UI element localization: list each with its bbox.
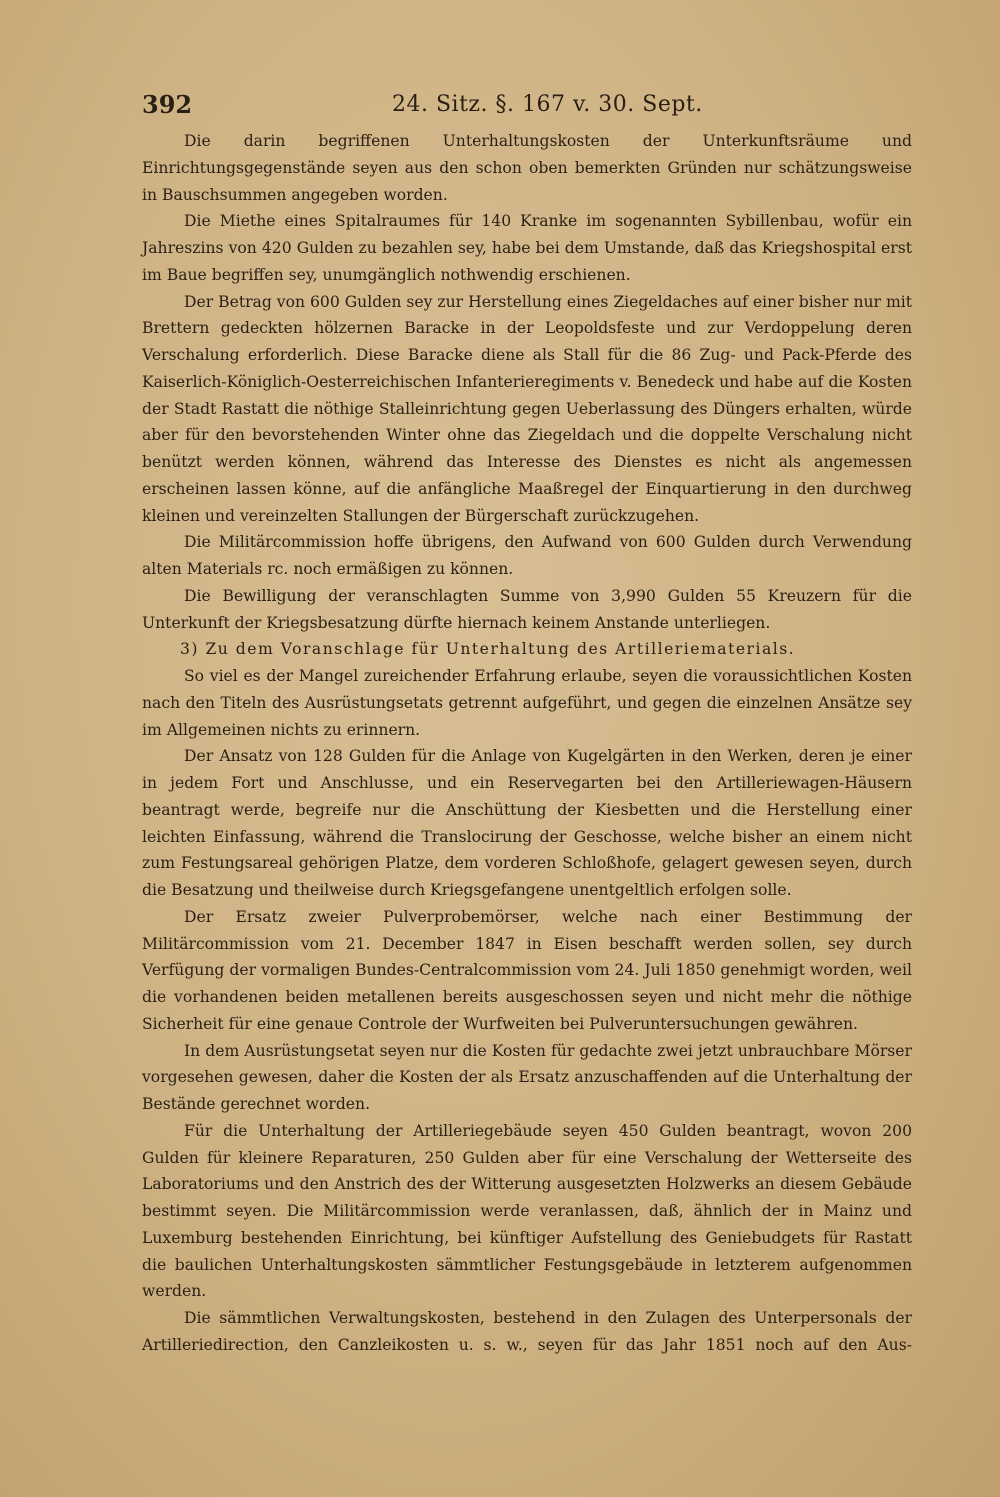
page-header	[142, 88, 862, 122]
paragraph: So viel es der Mangel zureichender Erfahrung erlaube, seyen die voraussichtlichen Kosten nach den Titeln des Ausrüstungsetats getrennt aufgeführt, und gegen die einzelnen Ansätze sey im Allgemeinen nichts zu erinnern.	[142, 667, 912, 739]
paragraph: Die Bewilligung der veranschlagten Summe von 3,990 Gulden 55 Kreuzern für die Unterkunft der Kriegsbesatzung dürfte hiernach keinem Anstande unterliegen.	[142, 586, 912, 632]
running-head: 24. Sitz. §. 167 v. 30. Sept.	[392, 92, 703, 117]
paragraph: Die sämmtlichen Verwaltungskosten, bestehend in den Zulagen des Unterpersonals der Artilleriedirection, den Canzleikosten u. s. w., seyen für das Jahr 1851 noch auf den Aus-	[142, 1309, 912, 1354]
paragraph: Für die Unterhaltung der Artilleriegebäude seyen 450 Gulden beantragt, wovon 200 Gulden für kleinere Reparaturen, 250 Gulden aber für eine Verschalung der Wetterseite des Laboratoriums und den Anstrich des der Witterung ausgesetzten Holzwerks an diesem Gebäude bestimmt seyen. Die Militärcommission werde veranlassen, daß, ähnlich der in Mainz und Luxemburg bestehenden Einrichtung, bei künftiger Aufstellung des Geniebudgets für Rastatt die baulichen Unterhaltungskosten sämmtlicher Festungsgebäude in letzterem aufgenommen werden.	[142, 1121, 912, 1301]
body-text	[142, 128, 912, 1359]
paragraph: Die darin begriffenen Unterhaltungskosten der Unterkunftsräume und Einrichtungsgegenstände seyen aus den schon oben bemerkten Gründen nur schätzungsweise in Bauschsummen angegeben worden.	[142, 132, 912, 204]
paragraph: Der Ersatz zweier Pulverprobemörser, welche nach einer Bestimmung der Militärcommission vom 21. December 1847 in Eisen beschafft werden sollen, sey durch Verfügung der vormaligen Bundes-Centralcommission vom 24. Juli 1850 genehmigt worden, weil die vorhandenen beiden metallenen bereits ausgeschossen seyen und nicht mehr die nöthige Sicherheit für eine genaue Controle der Wurfweiten bei Pulveruntersuchungen gewähren.	[142, 907, 912, 1033]
section-heading: 3) Zu dem Voranschlage für Unterhaltung des Artilleriematerials.	[180, 640, 796, 659]
paragraph: Der Ansatz von 128 Gulden für die Anlage von Kugelgärten in den Werken, deren je einer in jedem Fort und Anschlusse, und ein Reservegarten bei den Artilleriewagen-Häusern beantragt werde, begreife nur die Anschüttung der Kiesbetten und die Herstellung einer leichten Einfassung, während die Translocirung der Geschosse, welche bisher an einem nicht zum Festungsareal gehörigen Platze, dem vorderen Schloßhofe, gelagert gewesen seyen, durch die Besatzung und theilweise durch Kriegsgefangene unentgeltlich erfolgen solle.	[142, 747, 912, 899]
paragraph: In dem Ausrüstungsetat seyen nur die Kosten für gedachte zwei jetzt unbrauchbare Mörser vorgesehen gewesen, daher die Kosten der als Ersatz anzuschaffenden auf die Unterhaltung der Bestände gerechnet worden.	[142, 1041, 912, 1113]
paragraph: Die Miethe eines Spitalraumes für 140 Kranke im sogenannten Sybillenbau, wofür ein Jahreszins von 420 Gulden zu bezahlen sey, habe bei dem Umstande, daß das Kriegshospital erst im Baue begriffen sey, unumgänglich nothwendig erschienen.	[142, 212, 912, 284]
paragraph: Die Militärcommission hoffe übrigens, den Aufwand von 600 Gulden durch Verwendung alten Materials rc. noch ermäßigen zu können.	[142, 533, 912, 578]
page-number: 392	[142, 90, 193, 119]
paragraph: Der Betrag von 600 Gulden sey zur Herstellung eines Ziegeldaches auf einer bisher nur mit Brettern gedeckten hölzernen Baracke in der Leopoldsfeste und zur Verdoppelung deren Verschalung erforderlich. Diese Baracke diene als Stall für die 86 Zug- und Pack-Pferde des Kaiserlich-Königlich-Oesterreichischen Infanterieregiments v. Benedeck und habe auf die Kosten der Stadt Rastatt die nöthige Stalleinrichtung gegen Ueberlassung des Düngers erhalten, würde aber für den bevorstehenden Winter ohne das Ziegeldach und die doppelte Verschalung nicht benützt werden können, während das Interesse des Dienstes es nicht als angemessen erscheinen lassen könne, auf die anfängliche Maaßregel der Einquartierung in den durchweg kleinen und vereinzelten Stallungen der Bürgerschaft zurückzugehen.	[142, 292, 912, 525]
